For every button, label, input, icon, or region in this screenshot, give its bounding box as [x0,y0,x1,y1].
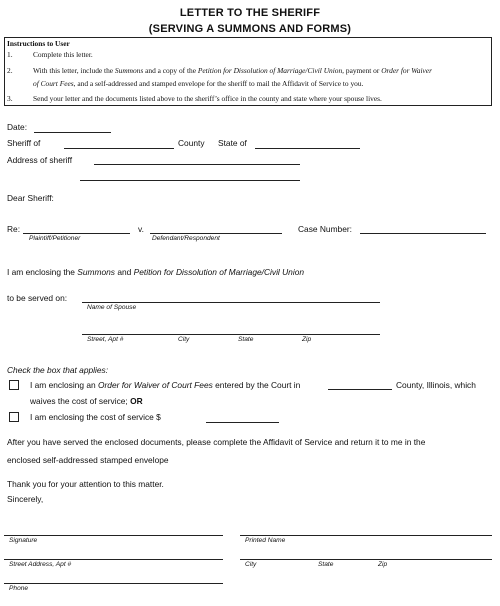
signature-state-caption: State [318,561,334,568]
sheriff-state-field[interactable] [255,148,360,149]
instruction-item: of Court Fees, and a self-addressed and stamped envelope for the sheriff to mail the Affidavit of Service to you. [33,79,364,88]
option-cost-text: I am enclosing the cost of service $ [30,412,161,422]
state-caption: State [238,336,254,343]
street-address-field[interactable] [4,559,223,560]
street-caption: Street, Apt # [87,336,124,343]
zip-caption: Zip [302,336,312,343]
spouse-name-field[interactable] [82,302,380,303]
signature-field[interactable] [4,535,223,536]
page-title: LETTER TO THE SHERIFF [179,7,321,19]
option-waiver-text-2: waives the cost of service; OR [30,396,143,406]
city-state-zip-field[interactable] [240,559,492,560]
enclosing-statement: I am enclosing the Summons and Petition for Dissolution of Marriage/Civil Union [7,267,305,277]
sheriff-of-label: Sheriff of [7,138,41,148]
name-of-spouse-caption: Name of Spouse [87,304,137,311]
page-subtitle: (SERVING A SUMMONS AND FORMS) [148,23,352,35]
date-field[interactable] [34,132,111,133]
sheriff-address-field-1[interactable] [94,164,300,165]
defendant-field[interactable] [150,233,282,234]
salutation: Dear Sheriff: [7,193,54,203]
signature-zip-caption: Zip [378,561,388,568]
phone-field[interactable] [4,583,223,584]
sincerely-text: Sincerely, [7,494,44,504]
defendant-caption: Defendant/Respondent [152,235,220,242]
re-label: Re: [7,224,21,234]
thanks-text: Thank you for your attention to this matter. [7,479,164,489]
waiver-county-field[interactable] [328,389,392,390]
versus-label: v. [138,224,144,234]
sheriff-address-field-2[interactable] [80,180,300,181]
instruction-item: 3. Send your letter and the documents listed above to the sheriff’s office in the county and state where your spouse lives. [7,94,382,103]
served-on-label: to be served on: [7,293,68,303]
waiver-checkbox[interactable] [9,380,19,390]
sheriff-county-field[interactable] [64,148,174,149]
instructions-box [4,37,492,106]
printed-name-caption: Printed Name [245,537,286,544]
cost-of-service-field[interactable] [206,422,279,423]
street-address-caption: Street Address, Apt # [9,561,72,568]
option-waiver-county-text: County, Illinois, which [396,380,476,390]
county-label: County [178,138,205,148]
signature-caption: Signature [9,537,38,544]
plaintiff-caption: Plaintiff/Petitioner [29,235,81,242]
state-of-label: State of [218,138,247,148]
instruction-item: 1. Complete this letter. [7,50,93,59]
address-of-sheriff-label: Address of sheriff [7,155,73,165]
affidavit-paragraph-line-2: enclosed self-addressed stamped envelope [7,455,169,465]
date-label: Date: [7,122,28,132]
spouse-address-field[interactable] [82,334,380,335]
city-caption: City [178,336,190,343]
printed-name-field[interactable] [240,535,492,536]
instructions-heading: Instructions to User [7,39,70,48]
affidavit-paragraph-line-1: After you have served the enclosed documents, please complete the Affidavit of Service and return it to me in the [7,437,426,447]
cost-of-service-checkbox[interactable] [9,412,19,422]
plaintiff-field[interactable] [23,233,130,234]
signature-city-caption: City [245,561,257,568]
option-waiver-text: I am enclosing an Order for Waiver of Court Fees entered by the Court in [30,380,301,390]
instruction-item: 2. With this letter, include the Summons and a copy of the Petition for Dissolution of Marriage/Civil Union, payment or Order for Waiver [7,66,432,75]
phone-caption: Phone [9,585,29,592]
case-number-field[interactable] [360,233,486,234]
check-box-instruction: Check the box that applies: [7,365,109,375]
case-number-label: Case Number: [298,224,352,234]
